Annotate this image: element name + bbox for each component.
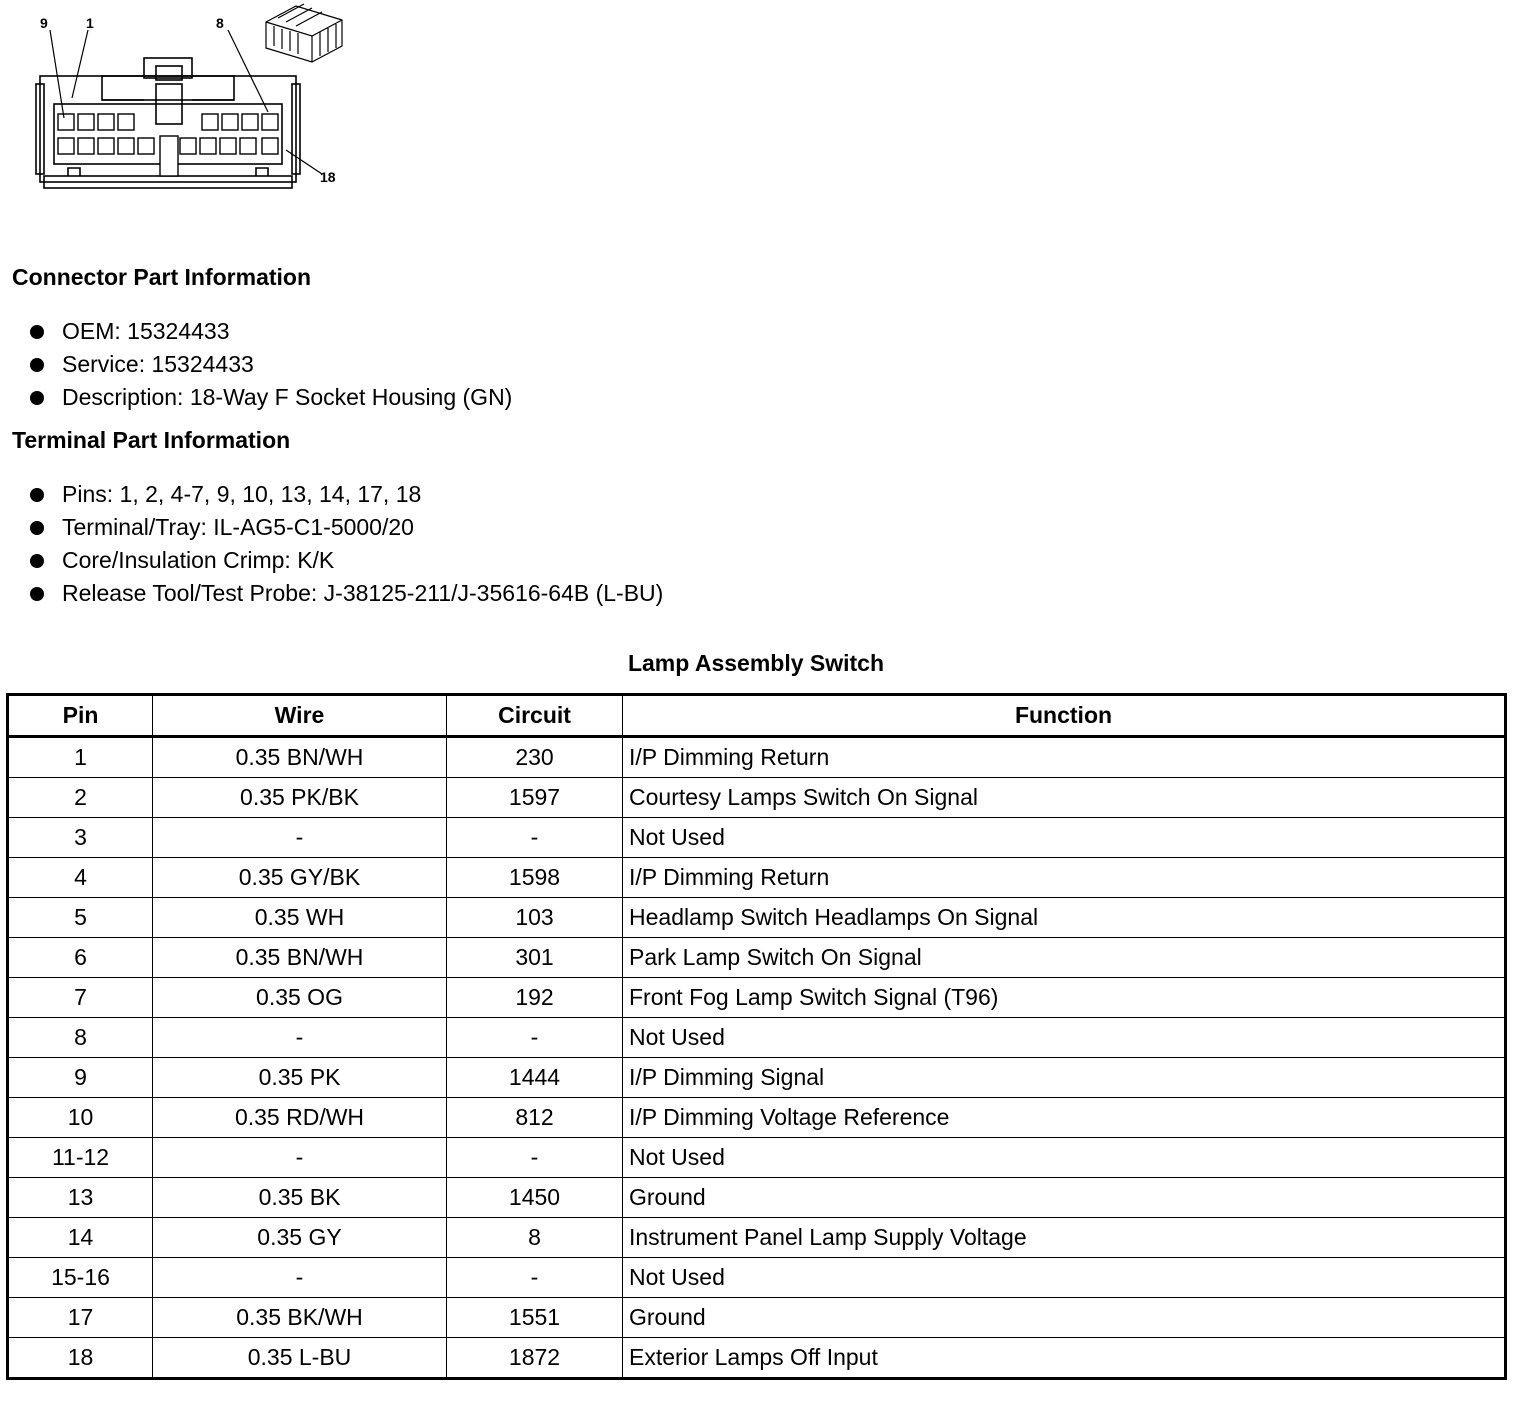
connector-service: Service: 15324433 <box>62 351 254 377</box>
cell-pin: 3 <box>8 818 153 858</box>
header-wire: Wire <box>153 695 447 737</box>
bullet-icon <box>30 391 44 405</box>
pinout-table <box>6 693 1507 1380</box>
bullet-icon <box>30 521 44 535</box>
cell-pin: 10 <box>8 1098 153 1138</box>
header-circuit: Circuit <box>447 695 623 737</box>
cell-pin: 2 <box>8 778 153 818</box>
cell-function: I/P Dimming Return <box>623 858 1506 898</box>
cell-circuit: - <box>447 1258 623 1298</box>
table-row <box>8 858 1506 898</box>
cell-pin: 5 <box>8 898 153 938</box>
cavity-row-top <box>58 114 278 130</box>
list-item <box>30 544 663 577</box>
cell-function: Ground <box>623 1298 1506 1338</box>
cavity <box>242 114 258 130</box>
cell-wire: 0.35 GY/BK <box>153 858 447 898</box>
cell-function: Not Used <box>623 1018 1506 1058</box>
connector-description: Description: 18-Way F Socket Housing (GN) <box>62 384 513 410</box>
table-row <box>8 898 1506 938</box>
cell-circuit: 192 <box>447 978 623 1018</box>
cavity <box>98 114 114 130</box>
connector-info-list <box>30 315 512 414</box>
terminal-tray: Terminal/Tray: IL-AG5-C1-5000/20 <box>62 514 414 540</box>
cell-wire: - <box>153 1018 447 1058</box>
bullet-icon <box>30 325 44 339</box>
cell-wire: 0.35 BK <box>153 1178 447 1218</box>
cavity <box>240 138 256 154</box>
table-row <box>8 1338 1506 1379</box>
cell-wire: 0.35 BN/WH <box>153 938 447 978</box>
bullet-icon <box>30 587 44 601</box>
cavity <box>202 114 218 130</box>
table-row <box>8 978 1506 1018</box>
list-item <box>30 315 512 348</box>
cell-circuit: 1872 <box>447 1338 623 1379</box>
cell-circuit: 1551 <box>447 1298 623 1338</box>
cell-wire: 0.35 WH <box>153 898 447 938</box>
cell-function: Not Used <box>623 818 1506 858</box>
terminal-info-list <box>30 478 663 610</box>
cell-wire: 0.35 BN/WH <box>153 737 447 778</box>
cell-wire: 0.35 PK <box>153 1058 447 1098</box>
cell-pin: 4 <box>8 858 153 898</box>
list-item <box>30 478 663 511</box>
table-row <box>8 1178 1506 1218</box>
cell-circuit: 1444 <box>447 1058 623 1098</box>
cell-circuit: 1598 <box>447 858 623 898</box>
table-row <box>8 1058 1506 1098</box>
table-row <box>8 1258 1506 1298</box>
cell-wire: - <box>153 1258 447 1298</box>
terminal-section-heading: Terminal Part Information <box>12 427 291 453</box>
cavity <box>200 138 216 154</box>
cell-pin: 13 <box>8 1178 153 1218</box>
table-row <box>8 1018 1506 1058</box>
cell-function: Exterior Lamps Off Input <box>623 1338 1506 1379</box>
list-item <box>30 577 663 610</box>
cell-circuit: - <box>447 1018 623 1058</box>
cell-wire: - <box>153 818 447 858</box>
cell-wire: 0.35 RD/WH <box>153 1098 447 1138</box>
cell-circuit: 8 <box>447 1218 623 1258</box>
bullet-icon <box>30 488 44 502</box>
cell-circuit: 1597 <box>447 778 623 818</box>
cavity <box>220 138 236 154</box>
terminal-release-tool: Release Tool/Test Probe: J-38125-211/J-35616-64B (L-BU) <box>62 580 664 606</box>
cell-wire: 0.35 L-BU <box>153 1338 447 1379</box>
cell-wire: 0.35 GY <box>153 1218 447 1258</box>
cell-circuit: 301 <box>447 938 623 978</box>
cavity <box>180 138 196 154</box>
callout-9: 9 <box>40 15 48 31</box>
cell-circuit: 1450 <box>447 1178 623 1218</box>
terminal-crimp: Core/Insulation Crimp: K/K <box>62 547 335 573</box>
cell-function: Not Used <box>623 1258 1506 1298</box>
cell-pin: 1 <box>8 737 153 778</box>
cell-pin: 15-16 <box>8 1258 153 1298</box>
table-row <box>8 737 1506 778</box>
cell-wire: 0.35 PK/BK <box>153 778 447 818</box>
list-item <box>30 348 512 381</box>
callout-8: 8 <box>216 15 224 31</box>
cavity <box>78 138 94 154</box>
connector-section-heading: Connector Part Information <box>12 264 312 290</box>
table-row <box>8 778 1506 818</box>
connector-isometric-icon <box>266 4 342 62</box>
cell-pin: 8 <box>8 1018 153 1058</box>
cell-pin: 18 <box>8 1338 153 1379</box>
center-key <box>160 136 178 176</box>
cell-wire: - <box>153 1138 447 1178</box>
table-row <box>8 1098 1506 1138</box>
cell-pin: 14 <box>8 1218 153 1258</box>
cell-circuit: 103 <box>447 898 623 938</box>
cell-pin: 17 <box>8 1298 153 1338</box>
cell-circuit: - <box>447 1138 623 1178</box>
table-title: Lamp Assembly Switch <box>627 650 885 676</box>
cell-circuit: 812 <box>447 1098 623 1138</box>
cell-circuit: 230 <box>447 737 623 778</box>
cell-function: I/P Dimming Signal <box>623 1058 1506 1098</box>
cavity <box>138 138 154 154</box>
table-row <box>8 1298 1506 1338</box>
callout-18: 18 <box>320 169 336 185</box>
cell-pin: 6 <box>8 938 153 978</box>
list-item <box>30 381 512 414</box>
connector-face-diagram <box>30 0 360 205</box>
cell-function: Front Fog Lamp Switch Signal (T96) <box>623 978 1506 1018</box>
cell-function: Courtesy Lamps Switch On Signal <box>623 778 1506 818</box>
table-body <box>8 737 1506 1379</box>
cell-function: Park Lamp Switch On Signal <box>623 938 1506 978</box>
table-row <box>8 938 1506 978</box>
cavity <box>262 138 278 154</box>
cell-function: I/P Dimming Voltage Reference <box>623 1098 1506 1138</box>
table-row <box>8 1218 1506 1258</box>
list-item <box>30 511 663 544</box>
cavity <box>58 114 74 130</box>
cavity <box>98 138 114 154</box>
table-row <box>8 818 1506 858</box>
header-function: Function <box>623 695 1506 737</box>
cell-function: Not Used <box>623 1138 1506 1178</box>
cell-function: Instrument Panel Lamp Supply Voltage <box>623 1218 1506 1258</box>
bullet-icon <box>30 358 44 372</box>
cavity <box>262 114 278 130</box>
terminal-pins: Pins: 1, 2, 4-7, 9, 10, 13, 14, 17, 18 <box>62 481 422 507</box>
cavity <box>58 138 74 154</box>
callout-1: 1 <box>86 15 94 31</box>
cavity <box>118 138 134 154</box>
cell-function: I/P Dimming Return <box>623 737 1506 778</box>
cell-function: Headlamp Switch Headlamps On Signal <box>623 898 1506 938</box>
cell-function: Ground <box>623 1178 1506 1218</box>
bullet-icon <box>30 554 44 568</box>
cell-pin: 9 <box>8 1058 153 1098</box>
header-pin: Pin <box>8 695 153 737</box>
cell-wire: 0.35 OG <box>153 978 447 1018</box>
cavity <box>118 114 134 130</box>
table-row <box>8 1138 1506 1178</box>
cavity <box>222 114 238 130</box>
cell-circuit: - <box>447 818 623 858</box>
cavity <box>78 114 94 130</box>
cell-wire: 0.35 BK/WH <box>153 1298 447 1338</box>
cell-pin: 11-12 <box>8 1138 153 1178</box>
table-header-row <box>8 695 1506 737</box>
cell-pin: 7 <box>8 978 153 1018</box>
connector-oem: OEM: 15324433 <box>62 318 230 344</box>
